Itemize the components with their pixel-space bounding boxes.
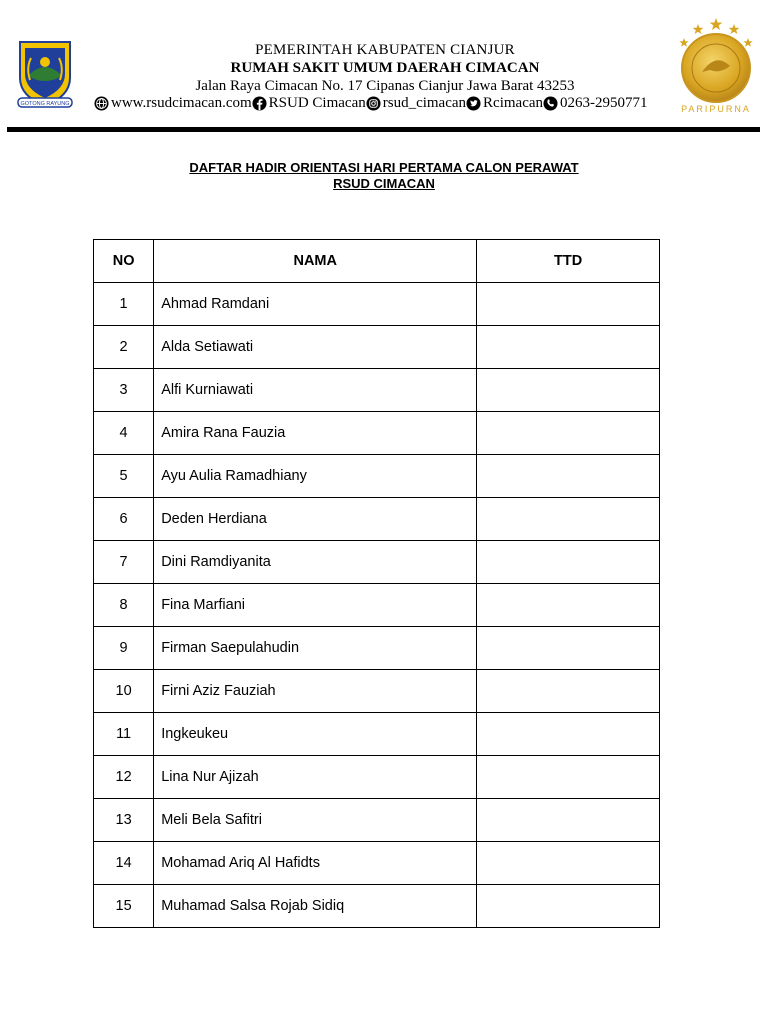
row-no: 6 [94, 498, 154, 541]
row-no: 5 [94, 455, 154, 498]
table-row [94, 713, 660, 756]
row-ttd-field[interactable] [477, 412, 660, 455]
row-ttd-field[interactable] [477, 455, 660, 498]
hospital-name: RUMAH SAKIT UMUM DAERAH CIMACAN [230, 60, 540, 76]
row-nama: Firni Aziz Fauziah [154, 670, 477, 713]
table-header-row [94, 240, 660, 283]
row-ttd-field[interactable] [477, 670, 660, 713]
row-ttd-field[interactable] [477, 842, 660, 885]
row-no: 7 [94, 541, 154, 584]
header-nama: NAMA [154, 240, 477, 283]
row-ttd-field[interactable] [477, 369, 660, 412]
twitter-icon [466, 96, 481, 111]
table-row [94, 584, 660, 627]
row-no: 14 [94, 842, 154, 885]
header-no: NO [94, 240, 154, 283]
row-nama: Alda Setiawati [154, 326, 477, 369]
hospital-address: Jalan Raya Cimacan No. 17 Cipanas Cianjur Jawa Barat 43253 [195, 78, 575, 94]
row-no: 1 [94, 283, 154, 326]
table-row [94, 670, 660, 713]
row-ttd-field[interactable] [477, 756, 660, 799]
table-row [94, 541, 660, 584]
row-nama: Lina Nur Ajizah [154, 756, 477, 799]
row-ttd-field[interactable] [477, 799, 660, 842]
row-ttd-field[interactable] [477, 541, 660, 584]
instagram-icon [366, 96, 381, 111]
row-nama: Firman Saepulahudin [154, 627, 477, 670]
row-ttd-field[interactable] [477, 627, 660, 670]
contact-facebook [252, 95, 366, 112]
row-no: 15 [94, 885, 154, 928]
svg-text:GOTONG RAYUNG: GOTONG RAYUNG [20, 101, 70, 107]
contact-twitter [466, 95, 543, 112]
contact-website [94, 95, 252, 112]
table-row [94, 369, 660, 412]
row-ttd-field[interactable] [477, 283, 660, 326]
table-row [94, 326, 660, 369]
row-no: 4 [94, 412, 154, 455]
row-no: 11 [94, 713, 154, 756]
row-nama: Ingkeukeu [154, 713, 477, 756]
row-nama: Dini Ramdiyanita [154, 541, 477, 584]
contact-facebook-text: RSUD Cimacan [268, 94, 366, 111]
row-ttd-field[interactable] [477, 584, 660, 627]
table-row [94, 799, 660, 842]
contact-instagram [366, 95, 466, 112]
header-ttd: TTD [477, 240, 660, 283]
svg-text:PARIPURNA: PARIPURNA [681, 104, 751, 114]
contact-twitter-text: Rcimacan [483, 94, 544, 111]
row-nama: Alfi Kurniawati [154, 369, 477, 412]
table-row [94, 283, 660, 326]
table-row [94, 498, 660, 541]
row-no: 8 [94, 584, 154, 627]
table-row [94, 842, 660, 885]
row-nama: Muhamad Salsa Rojab Sidiq [154, 885, 477, 928]
document-title-line1: DAFTAR HADIR ORIENTASI HARI PERTAMA CALON PERAWAT [189, 160, 579, 175]
facebook-icon [252, 96, 267, 111]
table-row [94, 412, 660, 455]
row-ttd-field[interactable] [477, 498, 660, 541]
web-icon [94, 96, 109, 111]
row-no: 13 [94, 799, 154, 842]
table-row [94, 756, 660, 799]
row-no: 9 [94, 627, 154, 670]
row-nama: Deden Herdiana [154, 498, 477, 541]
row-no: 12 [94, 756, 154, 799]
row-nama: Fina Marfiani [154, 584, 477, 627]
row-no: 3 [94, 369, 154, 412]
attendance-table [93, 239, 660, 928]
phone-icon [543, 96, 558, 111]
row-nama: Amira Rana Fauzia [154, 412, 477, 455]
contact-phone-text: 0263-2950771 [560, 94, 648, 111]
government-name: PEMERINTAH KABUPATEN CIANJUR [255, 42, 515, 58]
row-no: 10 [94, 670, 154, 713]
letterhead-divider [7, 127, 760, 132]
row-nama: Ahmad Ramdani [154, 283, 477, 326]
table-row [94, 627, 660, 670]
row-ttd-field[interactable] [477, 326, 660, 369]
contact-instagram-text: rsud_cimacan [382, 94, 467, 111]
row-no: 2 [94, 326, 154, 369]
contact-website-text: www.rsudcimacan.com [111, 94, 252, 111]
table-row [94, 885, 660, 928]
row-ttd-field[interactable] [477, 885, 660, 928]
row-nama: Meli Bela Safitri [154, 799, 477, 842]
row-nama: Ayu Aulia Ramadhiany [154, 455, 477, 498]
letterhead-text [90, 41, 680, 95]
kabupaten-cianjur-emblem [14, 40, 76, 112]
table-row [94, 455, 660, 498]
document-title-line2: RSUD CIMACAN [333, 176, 435, 191]
row-nama: Mohamad Ariq Al Hafidts [154, 842, 477, 885]
document-title [0, 160, 768, 192]
contacts-line [94, 92, 694, 114]
row-ttd-field[interactable] [477, 713, 660, 756]
contact-phone [543, 95, 648, 112]
paripurna-accreditation-seal [668, 16, 766, 114]
